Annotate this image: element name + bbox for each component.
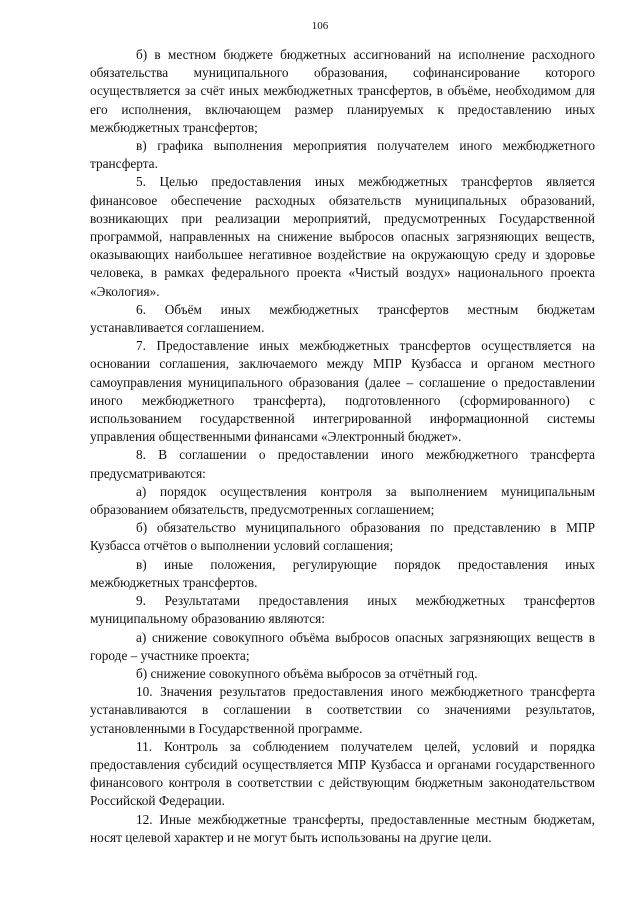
paragraph-8: 8. В соглашении о предоставлении иного межбюджетного трансферта предусматриваются: (90, 447, 595, 481)
paragraph-8b: б) обязательство муниципального образования по представлению в МПР Кузбасса отчётов о выполнении условий соглашения; (90, 520, 595, 554)
page-number: 106 (311, 20, 329, 32)
paragraph-12: 12. Иные межбюджетные трансферты, предоставленные местным бюджетам, носят целевой характер и не могут быть использованы на другие цели. (90, 811, 595, 845)
paragraph-8a: а) порядок осуществления контроля за выполнением муниципальным образованием обязательств, предусмотренных соглашением; (90, 483, 595, 518)
paragraph-8v: в) иные положения, регулирующие порядок предоставления иных межбюджетных трансфертов. (90, 556, 595, 590)
document-body (90, 46, 595, 847)
paragraph-5: 5. Целью предоставления иных межбюджетных трансфертов является финансовое обеспечение расходных обязательств муниципальных образований, возникающих при реализации мероприятий, предусмотренных Государственной программой, направленных на снижение выбросов опасных загрязняющих веществ, оказывающих наибольшее негативное воздействие на окружающую среду и здоровье человека, в рамках федерального проекта «Чистый воздух» национального проекта «Экология». (90, 174, 595, 299)
paragraph-9a: а) снижение совокупного объёма выбросов опасных загрязняющих веществ в городе – участнике проекта; (90, 629, 595, 663)
paragraph-10: 10. Значения результатов предоставления иного межбюджетного трансферта устанавливаются в соглашении в соответствии со значениями результатов, установленными в Государственной программе. (90, 684, 595, 736)
paragraph-11: 11. Контроль за соблюдением получателем целей, условий и порядка предоставления субсидий осуществляется МПР Кузбасса и органами государственного финансового контроля в соответствии с действующим бюджетным законодательством Российской Федерации. (90, 738, 595, 809)
paragraph-4b: б) в местном бюджете бюджетных ассигнований на исполнение расходного обязательства муниципального образования, софинансирование которого осуществляется за счёт иных межбюджетных трансфертов, в объёме, необходимом для его исполнения, включающем размер планируемых к предоставлению иных межбюджетных трансфертов; (90, 47, 595, 135)
paragraph-6: 6. Объём иных межбюджетных трансфертов местным бюджетам устанавливается соглашением. (90, 301, 595, 336)
paragraph-7: 7. Предоставление иных межбюджетных трансфертов осуществляется на основании соглашения, заключаемого между МПР Кузбасса и органом местного самоуправления муниципального образования (далее – соглашение о предоставлении иного межбюджетного трансферта), подготовленного (сформированного) с использованием государственной интегрированной информационной системы управления общественными финансами «Электронный бюджет». (90, 338, 595, 445)
paragraph-9: 9. Результатами предоставления иных межбюджетных трансфертов муниципальному образованию являются: (90, 593, 595, 627)
paragraph-4v: в) графика выполнения мероприятия получателем иного межбюджетного трансферта. (90, 138, 595, 172)
paragraph-9b: б) снижение совокупного объёма выбросов за отчётный год. (136, 665, 478, 681)
